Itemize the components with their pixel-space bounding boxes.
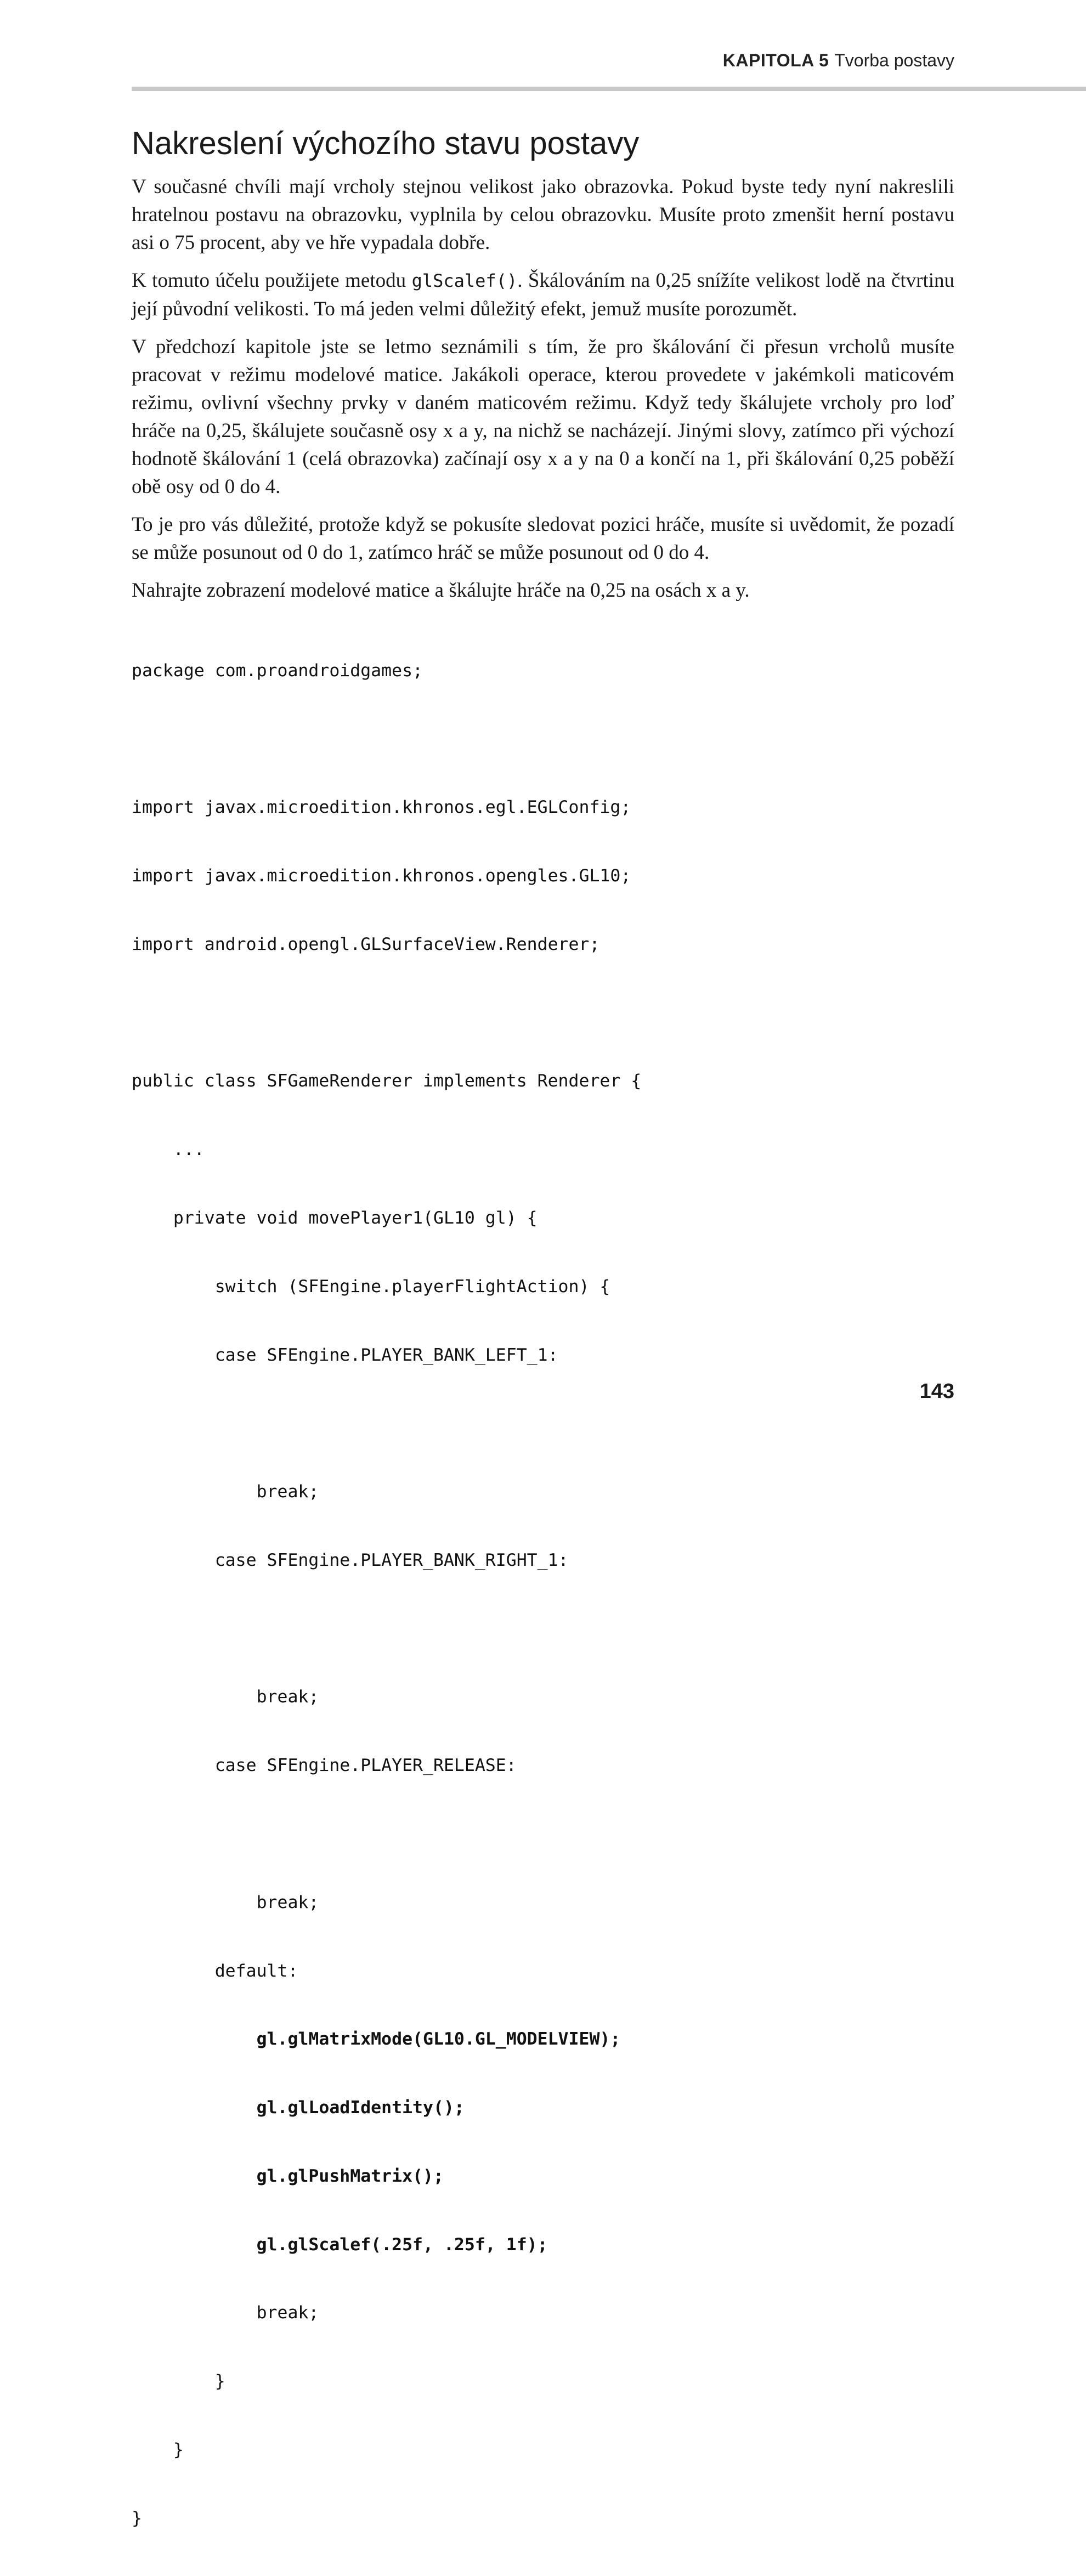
code-line-highlighted: gl.glScalef(.25f, .25f, 1f); [132,2234,548,2255]
code-line [132,1618,954,1641]
paragraph-3: V předchozí kapitole jste se letmo seznámili s tím, že pro škálování či přesun vrcholů musíte pracovat v režimu modelové matice. Jakákoli operace, kterou provedete v jakémkoli maticovém režimu, ovlivní všechny prvky v daném maticovém režimu. Když tedy škálujete vrcholy pro loď hráče na 0,25, škálujete současně osy x a y, na nichž se nacházejí. Jinými slovy, zatímco při výchozí hodnotě škálování 1 (celá obrazovka) začínají osy x a y na 0 a končí na 1, při škálování 0,25 poběží obě osy od 0 do 4. [132,335,954,498]
page-content [132,124,954,2576]
code-line [132,728,954,751]
paragraph-1: V současné chvíli mají vrcholy stejnou velikost jako obrazovka. Pokud byste tedy nyní nakreslili hratelnou postavu na obrazovku, vyplnila by celou obrazovku. Musíte proto zmenšit herní postavu asi o 75 procent, aby ve hře vypadala dobře. [132,175,954,254]
inline-code-glscalef: glScalef() [411,270,518,291]
code-line: } [132,2440,184,2460]
code-line [132,1412,954,1435]
code-line: break; [132,1482,319,1502]
code-line: case SFEngine.PLAYER_BANK_RIGHT_1: [132,1550,569,1570]
code-line: import javax.microedition.khronos.egl.EGLConfig; [132,797,631,818]
code-listing [132,614,954,2576]
paragraph-2 [132,267,954,323]
code-line: package com.proandroidgames; [132,660,423,681]
code-line: case SFEngine.PLAYER_RELEASE: [132,1756,517,1776]
code-line: break; [132,1687,319,1707]
header-rule [132,87,1086,91]
code-line [132,1002,954,1025]
paragraph-2-text-before: K tomuto účelu použijete metodu [132,269,412,292]
code-line: public class SFGameRenderer implements Renderer { [132,1071,642,1091]
section-title: Nakreslení výchozího stavu postavy [132,126,640,161]
code-line: import javax.microedition.khronos.opengles.GL10; [132,866,631,886]
code-line: } [132,2508,142,2528]
code-line: default: [132,1961,298,1981]
code-line: case SFEngine.PLAYER_BANK_LEFT_1: [132,1345,558,1365]
code-line: } [132,2371,225,2392]
chapter-title: Tvorba postavy [834,50,954,70]
paragraph-2-text-after: . Škálováním na 0,25 snížíte velikost lodě na čtvrtinu její původní velikosti. To má jeden velmi důležitý efekt, jemuž musíte porozumět. [132,269,954,320]
code-line: import android.opengl.GLSurfaceView.Renderer; [132,934,600,954]
code-line: break; [132,1892,319,1912]
paragraph-4: To je pro vás důležité, protože když se pokusíte sledovat pozici hráče, musíte si uvědomit, že pozadí se může posunout od 0 do 1, zatímco hráč se může posunout od 0 do 4. [132,513,954,564]
code-line-highlighted: gl.glPushMatrix(); [132,2166,444,2186]
running-header [723,50,954,71]
code-line: private void movePlayer1(GL10 gl) { [132,1208,538,1228]
code-line-highlighted: gl.glMatrixMode(GL10.GL_MODELVIEW); [132,2029,621,2050]
paragraph-5: Nahrajte zobrazení modelové matice a škálujte hráče na 0,25 na osách x a y. [132,579,750,602]
chapter-label: KAPITOLA 5 [722,50,829,70]
code-line [132,1823,954,1846]
page-number: 143 [919,1380,954,1403]
code-line-highlighted: gl.glLoadIdentity(); [132,2098,465,2118]
code-line: switch (SFEngine.playerFlightAction) { [132,1276,610,1297]
code-line: break; [132,2303,319,2323]
code-line: ... [132,1140,205,1160]
